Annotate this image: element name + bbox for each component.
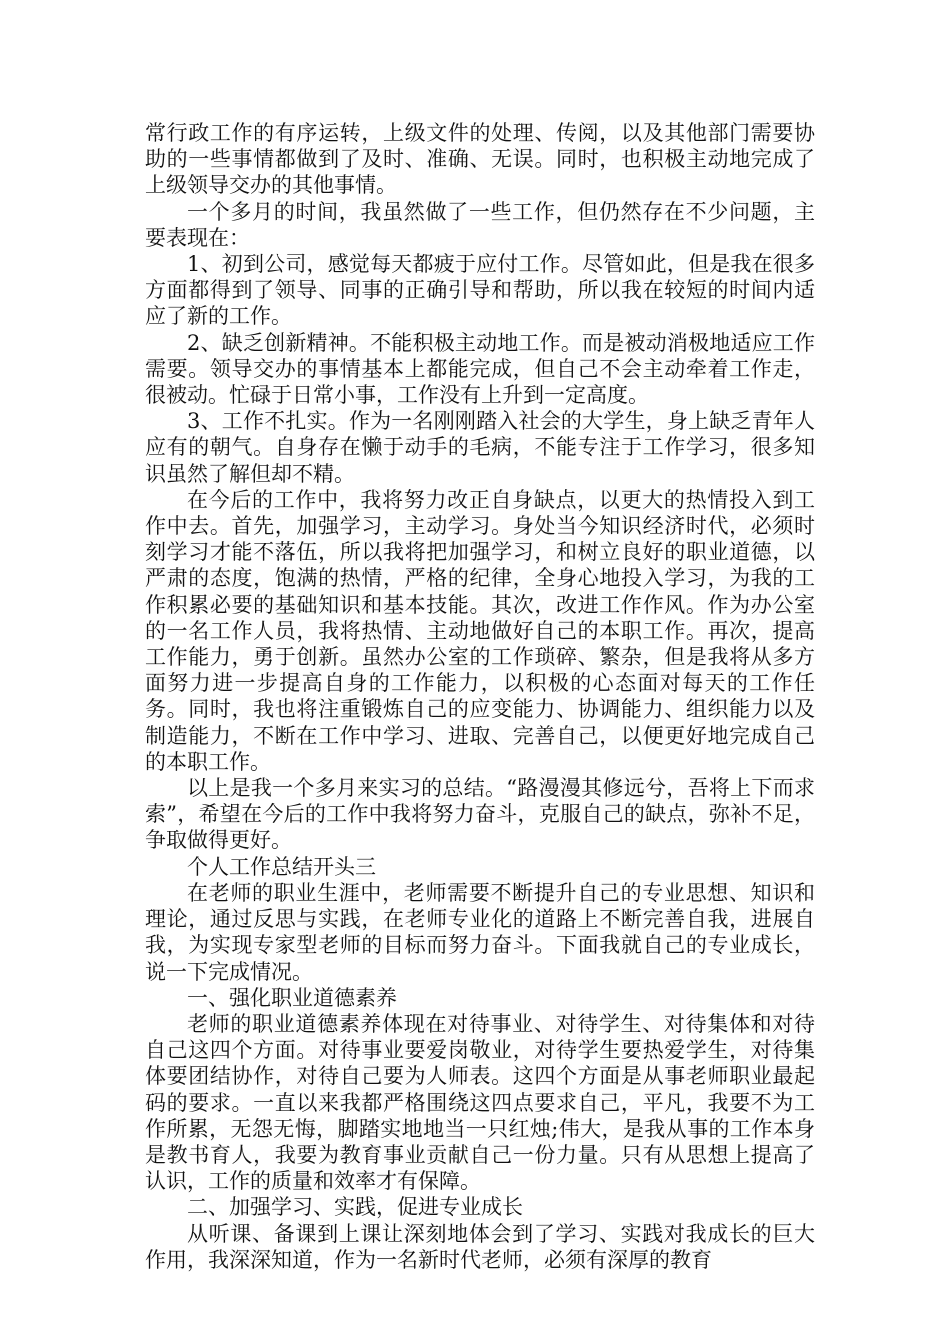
paragraph-13: 从听课、备课到上课让深刻地体会到了学习、实践对我成长的巨大作用，我深深知道，作为一名新时代老师，必须有深厚的教育 (145, 1221, 815, 1272)
paragraph-5: 3、工作不扎实。作为一名刚刚踏入社会的大学生，身上缺乏青年人应有的朝气。自身存在懒于动手的毛病，不能专注于工作学习，很多知识虽然了解但却不精。 (145, 409, 815, 486)
paragraph-7: 以上是我一个多月来实习的总结。“路漫漫其修远兮，吾将上下而求索”，希望在今后的工作中我将努力奋斗，克服自己的缺点，弥补不足，争取做得更好。 (145, 776, 815, 853)
paragraph-6: 在今后的工作中，我将努力改正自身缺点，以更大的热情投入到工作中去。首先，加强学习，主动学习。身处当今知识经济时代，必须时刻学习才能不落伍，所以我将把加强学习，和树立良好的职业道德，以严肃的态度，饱满的热情，严格的纪律，全身心地投入学习，为我的工作积累必要的基础知识和基本技能。其次，改进工作作风。作为办公室的一名工作人员，我将热情、主动地做好自己的本职工作。再次，提高工作能力，勇于创新。虽然办公室的工作琐碎、繁杂，但是我将从多方面努力进一步提高自身的工作能力，以积极的心态面对每天的工作任务。同时，我也将注重锻炼自己的应变能力、协调能力、组织能力以及制造能力，不断在工作中学习、进取、完善自己，以便更好地完成自己的本职工作。 (145, 487, 815, 774)
paragraph-11: 老师的职业道德素养体现在对待事业、对待学生、对待集体和对待自己这四个方面。对待事业要爱岗敬业，对待学生要热爱学生，对待集体要团结协作，对待自己要为人师表。这四个方面是从事老师职业最起码的要求。一直以来我都严格围绕这四点要求自己，平凡，我要不为工作所累，无怨无悔，脚踏实地地当一只红烛;伟大，是我从事的工作本身是教书育人，我要为教育事业贡献自己一份力量。只有从思想上提高了认识，工作的质量和效率才有保障。 (145, 1011, 815, 1194)
paragraph-9: 在老师的职业生涯中，老师需要不断提升自己的专业思想、知识和理论，通过反思与实践，在老师专业化的道路上不断完善自我，进展自我，为实现专家型老师的目标而努力奋斗。下面我就自己的专业成长，说一下完成情况。 (145, 880, 815, 984)
section-heading-opening-three: 个人工作总结开头三 (187, 854, 376, 879)
document-body (145, 120, 815, 1273)
paragraph-4: 2、缺乏创新精神。不能积极主动地工作。而是被动消极地适应工作需要。领导交办的事情基本上都能完成，但自己不会主动牵着工作走，很被动。忙碌于日常小事，工作没有上升到一定高度。 (145, 330, 815, 408)
paragraph-3: 1、初到公司，感觉每天都疲于应付工作。尽管如此，但是我在很多方面都得到了领导、同事的正确引导和帮助，所以我在较短的时间内适应了新的工作。 (145, 252, 815, 329)
paragraph-2: 一个多月的时间，我虽然做了一些工作，但仍然存在不少问题，主要表现在： (145, 199, 815, 250)
paragraph-1: 常行政工作的有序运转，上级文件的处理、传阅，以及其他部门需要协助的一些事情都做到了及时、准确、无误。同时，也积极主动地完成了上级领导交办的其他事情。 (145, 121, 815, 198)
section-heading-learning: 二、加强学习、实践，促进专业成长 (187, 1195, 523, 1220)
section-heading-ethics: 一、强化职业道德素养 (187, 985, 397, 1010)
